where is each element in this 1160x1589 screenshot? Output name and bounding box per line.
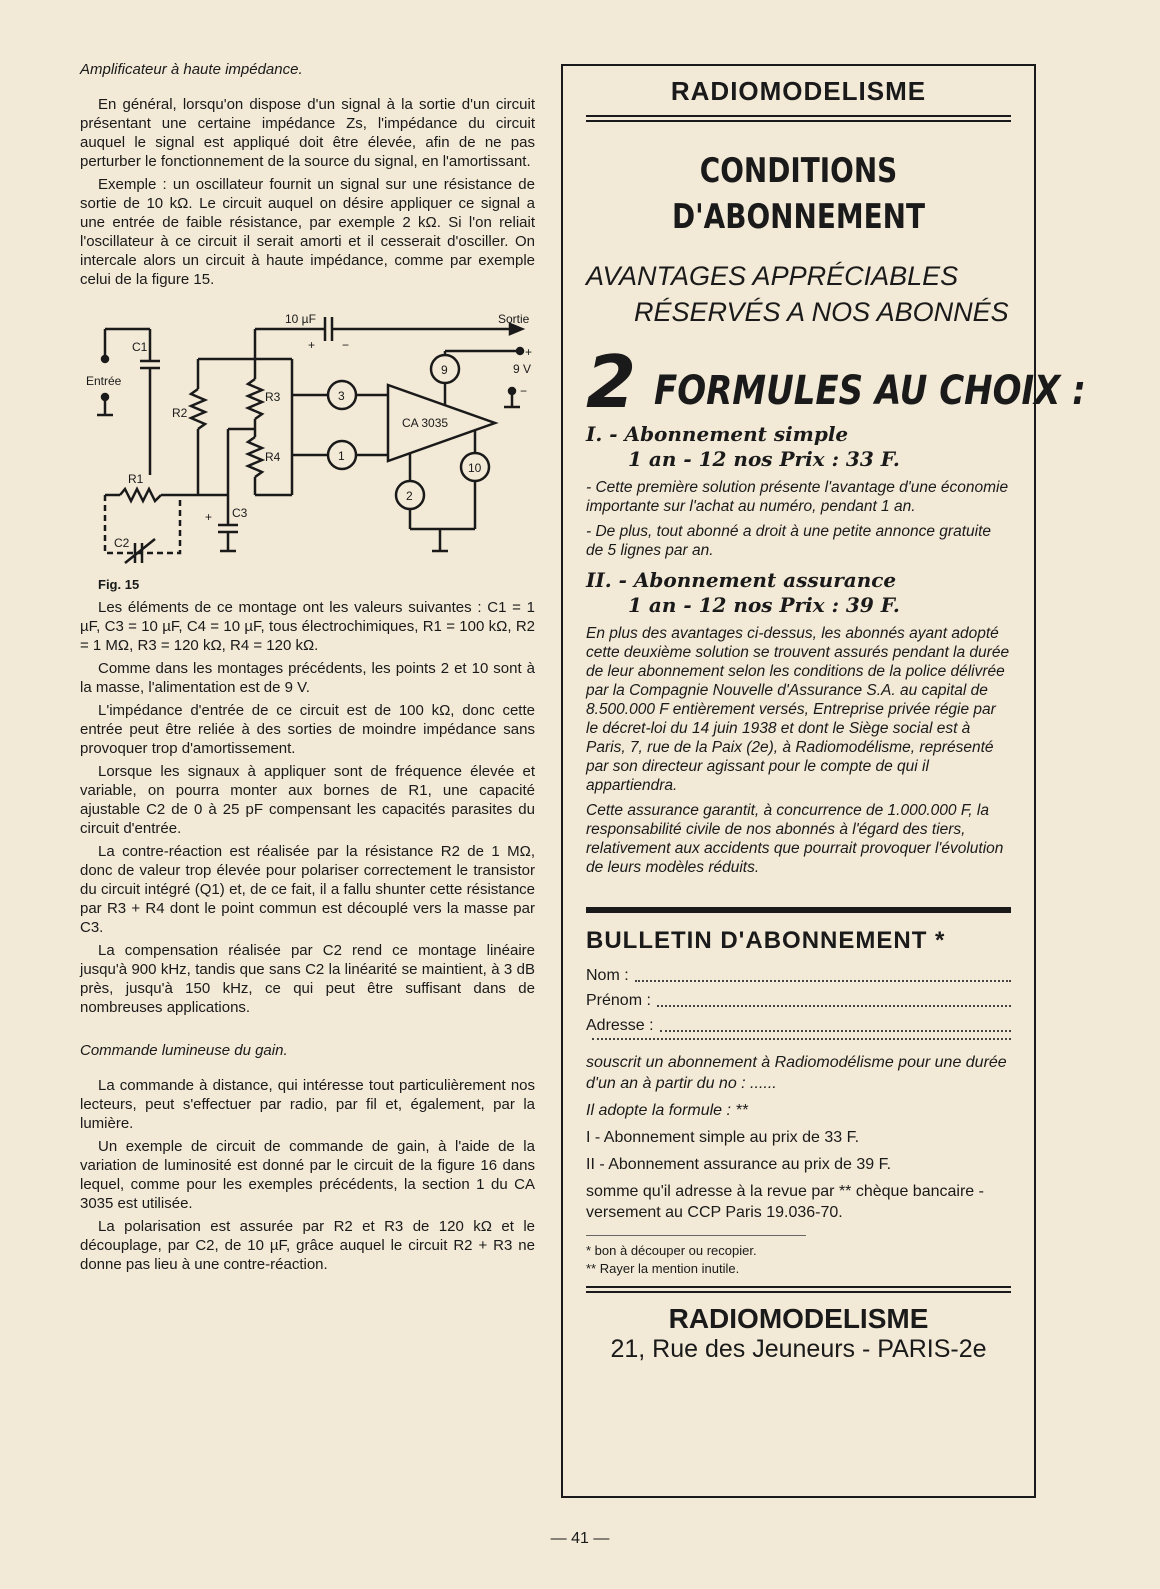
ic-label: CA 3035	[402, 416, 449, 430]
paragraph: En plus des avantages ci-dessus, les abonnés ayant adopté cette deuxième solution se trouvent assurés pendant la durée de leur abonnement selon les conditions de la police délivrée par la Compagnie Nouvelle d'Assurance S.A. au capital de 8.500.000 F entièrement versés, Entreprise privée régie par le décret-loi du 14 juin 1938 et dont le Siège social est à Paris, 7, rue de la Paix (2e), à Radiomodélisme, représenté par son directeur agissant pour le compte de qui il appartiendra.	[586, 625, 1010, 794]
pin-3-label: 3	[338, 389, 345, 403]
resistor-r1	[120, 489, 161, 501]
pin-1-label: 1	[338, 449, 345, 463]
paragraph: Exemple : un oscillateur fournit un signal sur une résistance de sortie de 10 kΩ. Le circuit auquel on désire appliquer ce signal a une entrée de faible résistance, par exemple 2 kΩ. Si l'on reliait l'oscillateur à ce circuit il serait amorti et il cesserait d'osciller. On intercale alors un circuit à haute impédance, comme par exemple celui de la figure 15.	[80, 176, 535, 288]
formula-2-price: 1 an - 12 nos Prix : 39 F.	[628, 593, 900, 617]
resistor-r2	[191, 389, 205, 429]
label-plus: +	[525, 345, 533, 359]
advantages-line-2: RÉSERVÉS A NOS ABONNÉS	[634, 297, 1009, 327]
footnotes	[586, 1235, 806, 1278]
paragraph: L'impédance d'entrée de ce circuit est de 100 kΩ, donc cette entrée peut être reliée à des sorties de moindre impédance sans provoquer trop d'amortissement.	[80, 702, 535, 757]
resistor-r4	[248, 437, 262, 477]
label-c3: C3	[232, 506, 248, 520]
formula-choice-text: Il adopte la formule : **	[586, 1102, 748, 1119]
payment-text: somme qu'il adresse à la revue par ** chèque bancaire - versement au CCP Paris 19.036-70.	[586, 1183, 984, 1221]
pin-9-label: 9	[441, 363, 448, 377]
advantages-heading	[586, 258, 1011, 330]
label-r1: R1	[128, 472, 144, 486]
section-heading-amplifier: Amplificateur à haute impédance.	[80, 61, 303, 78]
option-2[interactable]: II - Abonnement assurance au prix de 39 F.	[586, 1156, 892, 1173]
label-sortie: Sortie	[498, 312, 530, 326]
label-entree: Entrée	[86, 374, 122, 388]
dotted-line	[592, 1038, 1011, 1040]
label-10uf: 10 µF	[285, 312, 316, 326]
dotted-line	[660, 1013, 1011, 1032]
paragraph: La commande à distance, qui intéresse tout particulièrement nos lecteurs, peut s'effectuer par radio, par fil et, également, par la lumière.	[80, 1077, 535, 1132]
address-field-2[interactable]	[586, 1038, 1011, 1046]
formula-1-text	[586, 478, 1011, 560]
conditions-line-2: D'ABONNEMENT	[671, 197, 926, 237]
label-9v: 9 V	[513, 362, 532, 376]
resistor-r3	[248, 379, 262, 419]
paragraph: La contre-réaction est réalisée par la résistance R2 de 1 MΩ, donc de valeur trop élevée pour polariser correctement le transistor du circuit intégré (Q1) et, de ce fait, il a fallu shunter cette résistance par R3 + R4 dont le point commun est découplé vers la masse par C3.	[80, 843, 535, 936]
paragraph: Cette assurance garantit, à concurrence de 1.000.000 F, la responsabilité civile de nos abonnés à l'égard des tiers, relativement aux accidents que pourrait provoquer l'évolution de leurs modèles réduits.	[586, 802, 1004, 876]
formula-1-price: 1 an - 12 nos Prix : 33 F.	[628, 447, 900, 471]
footer-address: 21, Rue des Jeuneurs - PARIS-2e	[610, 1335, 987, 1363]
bulletin-heading: BULLETIN D'ABONNEMENT *	[586, 927, 946, 954]
label-r4: R4	[265, 450, 281, 464]
paragraph: Un exemple de circuit de commande de gain, à l'aide de la variation de luminosité est donné par le circuit de la figure 16 dans lequel, comme pour les exemples précédents, la section 1 du CA 3035 est utilisée.	[80, 1138, 535, 1212]
double-rule	[586, 115, 1011, 122]
subscribe-text: souscrit un abonnement à Radiomodélisme pour une durée d'un an à partir du no : ......	[586, 1054, 1007, 1092]
name-field[interactable]	[586, 963, 1011, 988]
label-plus: +	[205, 510, 213, 524]
label-minus: −	[520, 384, 528, 398]
paragraph: La compensation réalisée par C2 rend ce montage linéaire jusqu'à 900 kHz, tandis que sans C2 la linéarité se maintient, à 3 dB près, jusqu'à 150 kHz, ce qui peut être suffisant dans de nombreuses applications.	[80, 942, 535, 1016]
advantages-line-1: AVANTAGES APPRÉCIABLES	[586, 261, 959, 291]
option-1[interactable]: I - Abonnement simple au prix de 33 F.	[586, 1129, 860, 1146]
pin-2-label: 2	[406, 489, 413, 503]
page-number: — 41 —	[550, 1530, 610, 1547]
name-label: Nom :	[586, 967, 629, 984]
dotted-line	[657, 988, 1011, 1007]
spacer	[80, 1021, 535, 1041]
left-column	[80, 60, 535, 1278]
label-plus: +	[308, 338, 316, 352]
formula-2-heading: II. - Abonnement assurance	[586, 568, 897, 592]
box-title: RADIOMODELISME	[670, 76, 927, 106]
formula-title: FORMULES AU CHOIX :	[654, 368, 1086, 414]
footer-name: RADIOMODELISME	[668, 1303, 929, 1334]
pin-10-label: 10	[468, 461, 482, 475]
conditions-heading	[624, 148, 973, 240]
footnote-2: ** Rayer la mention inutile.	[586, 1261, 740, 1276]
label-minus: −	[342, 338, 350, 352]
terminal	[102, 356, 108, 362]
circuit-diagram-figure-15	[80, 299, 535, 569]
formula-count: 2	[586, 340, 637, 424]
formulas-heading	[586, 340, 1086, 424]
label-c2: C2	[114, 536, 130, 550]
paragraph: - Cette première solution présente l'avantage d'une économie importante sur l'achat au numéro, pendant 1 an.	[586, 479, 1009, 515]
label-r2: R2	[172, 406, 188, 420]
paragraph: Comme dans les montages précédents, les points 2 et 10 sont à la masse, l'alimentation est de 9 V.	[80, 660, 535, 696]
paragraph: Les éléments de ce montage ont les valeurs suivantes : C1 = 1 µF, C3 = 10 µF, C4 = 10 µF, tous électrochimiques, R1 = 100 kΩ, R2 = 1 MΩ, R3 = 120 kΩ, R4 = 120 kΩ.	[80, 599, 535, 654]
formula-2-text	[586, 624, 1011, 877]
firstname-label: Prénom :	[586, 992, 651, 1009]
paragraph: Lorsque les signaux à appliquer sont de fréquence élevée et variable, on pourra monter aux bornes de R1, une capacité ajustable C2 de 0 à 25 pF compensant les capacités parasites du circuit d'entrée.	[80, 763, 535, 837]
subscription-box	[561, 64, 1086, 1498]
address-label: Adresse :	[586, 1017, 654, 1034]
address-field[interactable]	[586, 1013, 1011, 1038]
conditions-line-1: CONDITIONS	[699, 151, 898, 191]
paragraph: - De plus, tout abonné a droit à une petite annonce gratuite de 5 lignes par an.	[586, 523, 992, 559]
label-c1: C1	[132, 340, 148, 354]
paragraph: En général, lorsqu'on dispose d'un signal à la sortie d'un circuit présentant une certaine impédance Zs, l'impédance du circuit auquel le signal est appliqué doit être élevée, afin de ne pas perturber le fonctionnement de la source du signal, en l'amortissant.	[80, 96, 535, 170]
terminal	[517, 348, 523, 354]
paragraph: La polarisation est assurée par R2 et R3 de 120 kΩ et le découplage, par C2, de 10 µF, grâce auquel le circuit R2 + R3 ne donne pas lieu à une contre-réaction.	[80, 1218, 535, 1273]
section-heading-gain: Commande lumineuse du gain.	[80, 1042, 288, 1059]
formula-1-heading: I. - Abonnement simple	[586, 422, 849, 446]
variable-arrow	[125, 539, 155, 563]
double-rule	[586, 1286, 1011, 1293]
footnote-1: * bon à découper ou recopier.	[586, 1243, 757, 1258]
dotted-line	[635, 963, 1011, 982]
firstname-field[interactable]	[586, 988, 1011, 1013]
label-r3: R3	[265, 390, 281, 404]
thick-rule	[586, 907, 1011, 913]
figure-caption: Fig. 15	[98, 577, 140, 592]
